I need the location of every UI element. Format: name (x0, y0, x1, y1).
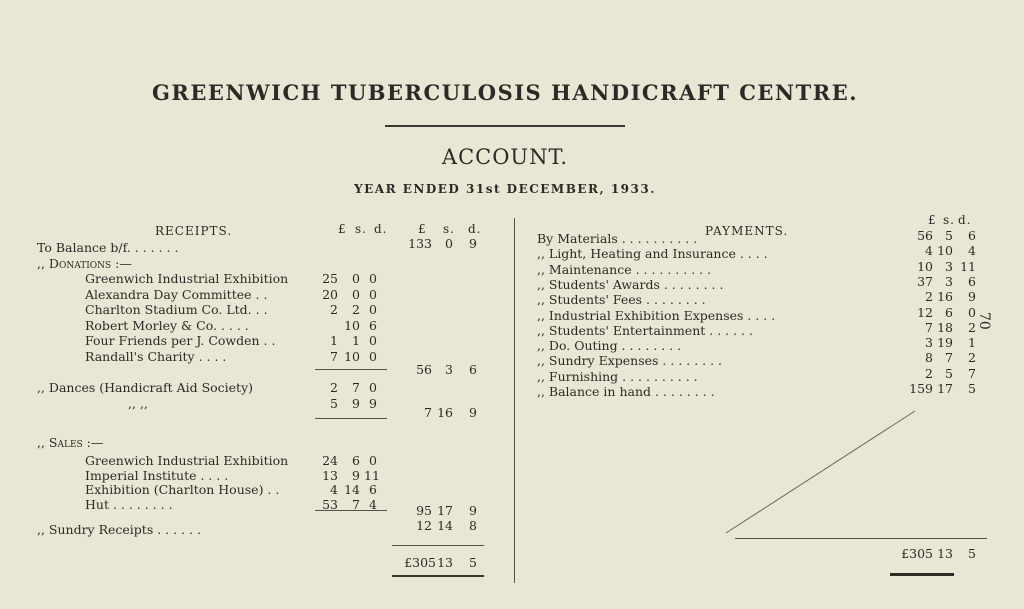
payments-grand-total-d: 5 (968, 546, 976, 561)
page-title: GREENWICH TUBERCULOSIS HANDICRAFT CENTRE. (151, 80, 859, 105)
donation-l: 2 (330, 302, 338, 317)
dances-total-l: 7 (424, 405, 432, 420)
payment-l: 2 (925, 289, 933, 305)
sales-total-l: 95 (416, 503, 432, 518)
receipts-col-s2: s. (443, 222, 455, 236)
payment-s: 5 (945, 365, 953, 381)
sale-s: 7 (352, 496, 360, 512)
donations-subtotal-rule (315, 369, 387, 370)
donation-s: 0 (352, 271, 360, 286)
payment-d: 0 (968, 304, 976, 320)
dance-d: 0 (369, 380, 377, 395)
payment-l: 12 (917, 304, 933, 320)
payment-d: 1 (968, 335, 976, 351)
sale-s: 14 (344, 482, 360, 497)
donation-d: 0 (369, 271, 377, 286)
payment-s: 10 (937, 243, 953, 259)
sales-total-d: 9 (469, 503, 477, 518)
payment-label: ,, Students' Awards . . . . . . . . (537, 276, 724, 292)
donations-total-d: 6 (469, 362, 477, 377)
donation-d: 0 (369, 333, 377, 348)
sale-l: 4 (330, 482, 338, 497)
payment-l: 3 (925, 335, 933, 351)
payment-d: 6 (968, 273, 976, 289)
sundry-s: 14 (437, 518, 453, 533)
payment-l: 7 (925, 319, 933, 335)
donations-total-l: 56 (416, 362, 432, 377)
sale-l: 13 (322, 467, 338, 483)
receipts-total-underline (392, 575, 484, 577)
dances-total-d: 9 (469, 405, 477, 420)
donation-s: 10 (344, 317, 360, 333)
dances-total-s: 16 (437, 405, 453, 420)
payment-label: ,, Students' Fees . . . . . . . . (537, 292, 706, 308)
payment-l: 4 (925, 243, 933, 259)
payment-s: 3 (945, 273, 953, 289)
payments-col-d: d. (958, 213, 972, 227)
sales-subtotal-rule (315, 510, 387, 511)
payment-s: 7 (945, 350, 953, 366)
title-divider (385, 125, 625, 127)
donation-l: 1 (330, 333, 338, 348)
sundry-receipts-label: ,, Sundry Receipts . . . . . . (37, 522, 201, 537)
payment-d: 7 (968, 365, 976, 381)
payment-label: ,, Students' Entertainment . . . . . . (537, 322, 753, 338)
payment-label: ,, Industrial Exhibition Expenses . . . . (537, 307, 776, 323)
payment-d: 6 (968, 228, 976, 243)
payment-d: 9 (968, 289, 976, 305)
sales-label: ,, Sales :— (37, 435, 104, 450)
payment-d: 4 (968, 243, 976, 259)
receipts-col-d1: d. (374, 222, 388, 236)
receipts-col-d2: d. (468, 222, 482, 236)
donation-d: 0 (369, 302, 377, 317)
payment-l: 2 (925, 365, 933, 381)
receipts-col-l1: £ (338, 222, 347, 236)
balance-s: 0 (445, 236, 453, 251)
receipts-col-s1: s. (355, 222, 367, 236)
donation-label: Randall's Charity . . . . (85, 348, 227, 364)
payment-s: 16 (937, 289, 953, 305)
payments-grand-total-l: £305 (901, 546, 933, 561)
balance-l: 133 (408, 236, 432, 251)
donation-d: 0 (369, 348, 377, 364)
donation-s: 2 (352, 302, 360, 317)
sale-d: 4 (369, 496, 377, 512)
receipts-grand-total-d: 5 (469, 555, 477, 570)
sundry-l: 12 (416, 518, 432, 533)
payments-total-rule (735, 538, 987, 539)
receipts-grand-total-s: 13 (437, 555, 453, 570)
sale-l: 53 (322, 496, 338, 512)
donation-label: Robert Morley & Co. . . . . (85, 317, 249, 333)
payments-total-underline (890, 573, 954, 576)
payment-d: 2 (968, 350, 976, 366)
sale-label: Imperial Institute . . . . (85, 467, 229, 483)
donation-s: 1 (352, 333, 360, 348)
dance-s: 7 (352, 380, 360, 395)
donation-d: 6 (369, 317, 377, 333)
payment-s: 17 (937, 381, 953, 396)
dance-s: 9 (352, 396, 360, 411)
payment-label: ,, Maintenance . . . . . . . . . . (537, 261, 712, 277)
receipts-total-rule (392, 545, 484, 546)
payment-l: 56 (917, 228, 933, 243)
payment-l: 8 (925, 350, 933, 366)
donation-l: 7 (330, 348, 338, 364)
payment-s: 3 (945, 258, 953, 274)
payment-l: 10 (917, 258, 933, 274)
donation-l: 20 (322, 286, 338, 302)
dances-subtotal-rule (315, 418, 387, 419)
donation-label: Greenwich Industrial Exhibition (85, 271, 289, 286)
payment-label: ,, Sundry Expenses . . . . . . . . (537, 353, 723, 369)
donation-s: 10 (344, 348, 360, 364)
dance-l: 2 (330, 380, 338, 395)
payments-grand-total-s: 13 (937, 546, 953, 561)
receipts-col-l2: £ (418, 222, 427, 236)
payments-header: PAYMENTS. (705, 224, 789, 238)
donations-total-s: 3 (445, 362, 453, 377)
payment-s: 19 (937, 335, 953, 351)
dance-d: 9 (369, 396, 377, 411)
donation-label: Charlton Stadium Co. Ltd. . . (85, 302, 268, 317)
sale-s: 6 (352, 453, 360, 468)
sale-label: Hut . . . . . . . . (85, 496, 173, 512)
sale-label: Exhibition (Charlton House) . . (85, 482, 280, 497)
dance-l: 5 (330, 396, 338, 411)
balancing-diagonal (720, 405, 920, 540)
sundry-d: 8 (469, 518, 477, 533)
payment-label: ,, Light, Heating and Insurance . . . . (537, 246, 768, 262)
column-divider (514, 218, 515, 583)
donations-label: ,, Donations :— (37, 256, 132, 271)
dances-label: ,, Dances (Handicraft Aid Society) (37, 380, 254, 395)
payments-col-l: £ (928, 213, 937, 227)
sale-d: 0 (369, 453, 377, 468)
payment-label: By Materials . . . . . . . . . . (537, 231, 698, 246)
donation-label: Four Friends per J. Cowden . . (85, 333, 276, 348)
payment-d: 2 (968, 319, 976, 335)
period-heading: YEAR ENDED 31st DECEMBER, 1933. (354, 182, 656, 196)
sale-l: 24 (322, 453, 338, 468)
account-heading: ACCOUNT. (441, 145, 569, 169)
payment-label: ,, Balance in hand . . . . . . . . (537, 384, 715, 399)
balance-label: To Balance b/f. . . . . . . (37, 240, 179, 255)
payment-d: 11 (960, 258, 976, 274)
payments-col-s: s. (943, 213, 955, 227)
page-number: 70 (976, 312, 992, 330)
donation-s: 0 (352, 286, 360, 302)
receipts-header: RECEIPTS. (155, 224, 233, 238)
receipts-grand-total-l: £305 (404, 555, 436, 570)
payment-l: 159 (909, 381, 933, 396)
payment-s: 18 (937, 319, 953, 335)
payment-label: ,, Furnishing . . . . . . . . . . (537, 368, 698, 384)
balance-d: 9 (469, 236, 477, 251)
donation-l: 25 (322, 271, 338, 286)
donation-label: Alexandra Day Committee . . (85, 286, 268, 302)
dances-ditto: ,, ,, (128, 396, 148, 411)
payment-s: 5 (945, 228, 953, 243)
sales-total-s: 17 (437, 503, 453, 518)
donation-d: 0 (369, 286, 377, 302)
sale-label: Greenwich Industrial Exhibition (85, 453, 289, 468)
sale-d: 6 (369, 482, 377, 497)
payment-d: 5 (968, 381, 976, 396)
sale-s: 9 (352, 467, 360, 483)
sale-d: 11 (364, 467, 380, 483)
payment-l: 37 (917, 273, 933, 289)
payment-label: ,, Do. Outing . . . . . . . . (537, 338, 682, 354)
payment-s: 6 (945, 304, 953, 320)
